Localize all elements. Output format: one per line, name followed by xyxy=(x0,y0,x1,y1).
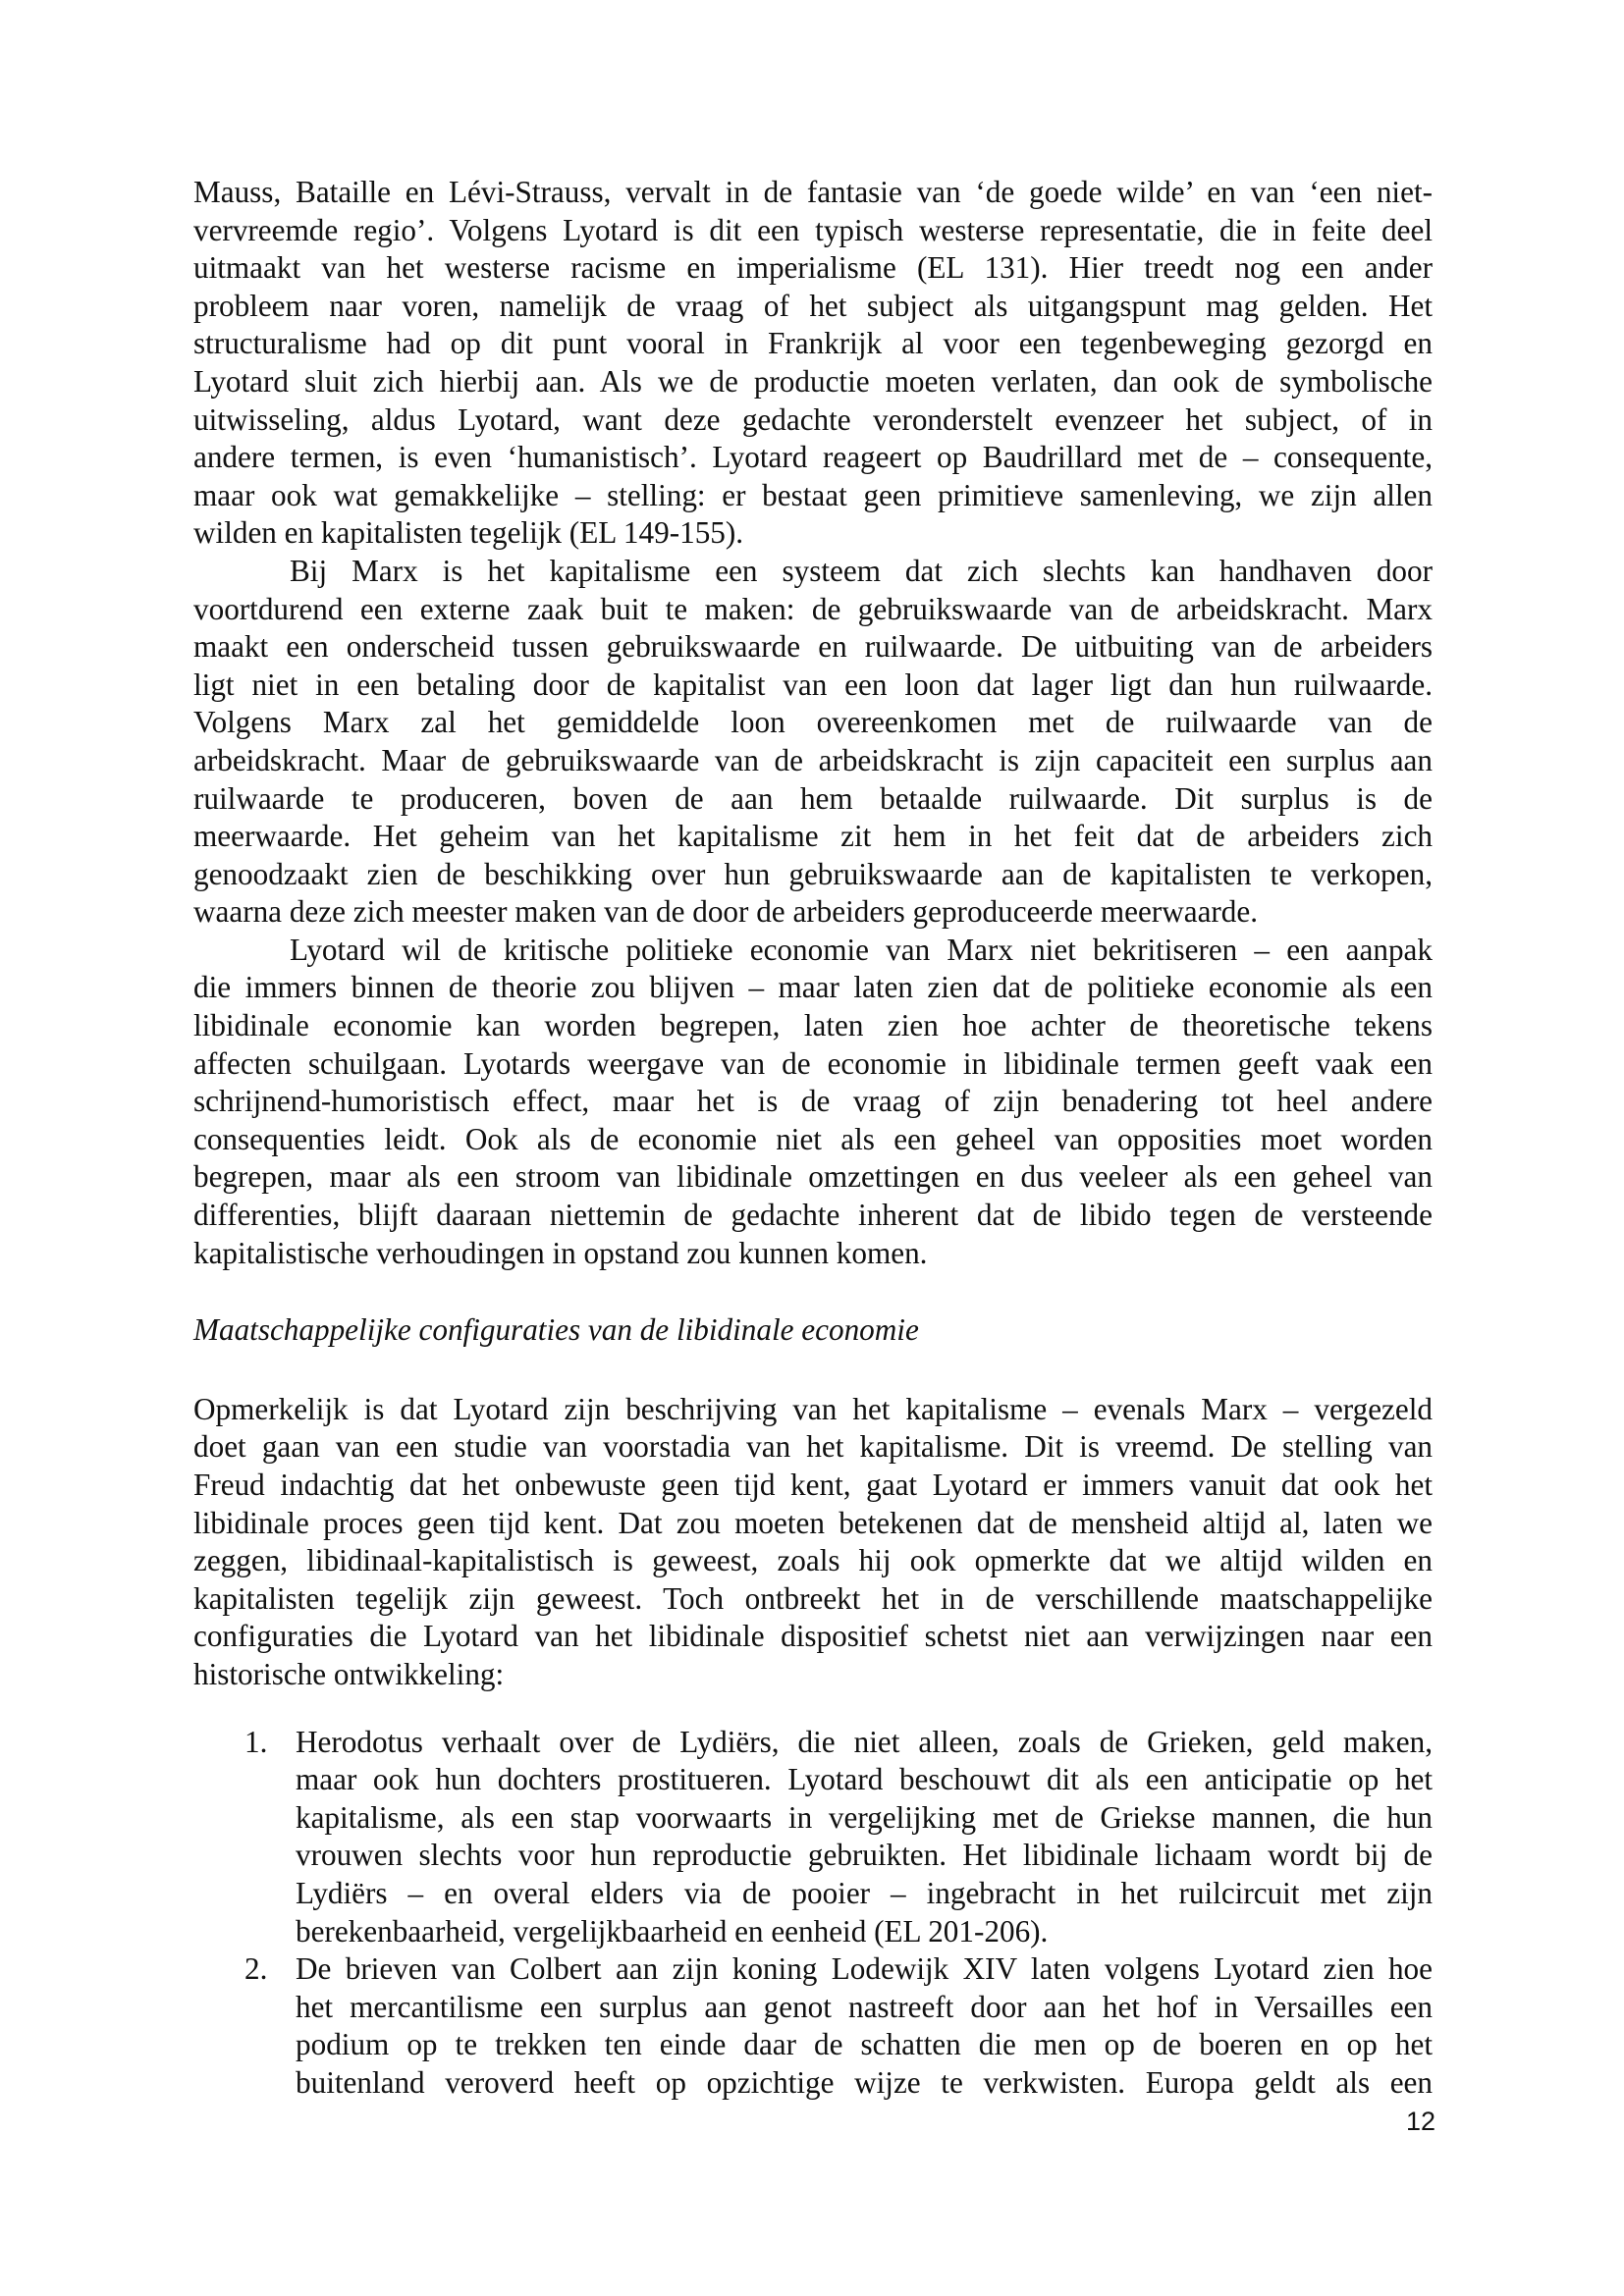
text-line: maar ook hun dochters prostitueren. Lyotard beschouwt dit als een anticipatie op het xyxy=(296,1762,1433,1797)
text-line: doet gaan van een studie van voorstadia van het kapitalisme. Dit is vreemd. De stelling van xyxy=(193,1429,1433,1465)
text-line: arbeidskracht. Maar de gebruikswaarde van de arbeidskracht is zijn capaciteit een surplus aan xyxy=(193,742,1433,777)
text-line: podium op te trekken ten einde daar de schatten die men op de boeren en op het xyxy=(296,2027,1433,2062)
text-line: kapitalisten tegelijk zijn geweest. Toch ontbreekt het in de verschillende maatschappelijke xyxy=(193,1580,1433,1616)
text-line: genoodzaakt zien de beschikking over hun gebruikswaarde aan de kapitalisten te verkopen, xyxy=(193,856,1433,891)
text-line: Freud indachtig dat het onbewuste geen tijd kent, gaat Lyotard er immers vanuit dat ook het xyxy=(193,1468,1433,1502)
text-line: De brieven van Colbert aan zijn koning Lodewijk XIV laten volgens Lyotard zien hoe xyxy=(296,1951,1433,1987)
paragraph-4 xyxy=(193,1391,1433,1694)
text-line: kapitalisme, als een stap voorwaarts in vergelijking met de Griekse mannen, die hun xyxy=(296,1799,1433,1835)
text-line: libidinale proces geen tijd kent. Dat zou moeten betekenen dat de mensheid altijd al, laten we xyxy=(193,1505,1433,1540)
text-line: buitenland veroverd heeft op opzichtige wijze te verkwisten. Europa geldt als een xyxy=(296,2064,1433,2100)
paragraph-3 xyxy=(193,932,1433,1272)
text-line: historische ontwikkeling: xyxy=(193,1656,505,1691)
text-line: berekenbaarheid, vergelijkbaarheid en eenheid (EL 201-206). xyxy=(296,1913,1049,1949)
section-heading: Maatschappelijke configuraties van de libidinale economie xyxy=(193,1312,919,1348)
text-line: wilden en kapitalisten tegelijk (EL 149-155). xyxy=(193,515,744,551)
text-line: ruilwaarde te produceren, boven de aan hem betaalde ruilwaarde. Dit surplus is de xyxy=(193,780,1433,816)
text-line: differenties, blijft daaraan niettemin de gedachte inherent dat de libido tegen de versteende xyxy=(193,1198,1433,1233)
paragraph-2 xyxy=(193,553,1433,932)
text-line: Volgens Marx zal het gemiddelde loon overeenkomen met de ruilwaarde van de xyxy=(193,705,1433,740)
text-line: voortdurend een externe zaak buit te maken: de gebruikswaarde van de arbeidskracht. Marx xyxy=(193,591,1433,626)
list-number: 1. xyxy=(244,1724,268,1759)
text-line: zeggen, libidinaal-kapitalistisch is geweest, zoals hij ook opmerkte dat we altijd wilden en xyxy=(193,1543,1433,1578)
text-line: schrijnend-humoristisch effect, maar het is de vraag of zijn benadering tot heel andere xyxy=(193,1084,1433,1119)
text-line: ligt niet in een betaling door de kapitalist van een loon dat lager ligt dan hun ruilwaarde. xyxy=(193,667,1433,702)
text-line: Opmerkelijk is dat Lyotard zijn beschrijving van het kapitalisme – evenals Marx – vergezeld xyxy=(193,1391,1433,1426)
spacer xyxy=(193,1350,1433,1391)
text-line: Herodotus verhaalt over de Lydiërs, die niet alleen, zoals de Grieken, geld maken, xyxy=(296,1724,1433,1759)
text-line: vervreemde regio’. Volgens Lyotard is dit een typisch westerse representatie, die in feite deel xyxy=(193,212,1433,247)
text-line: Lyotard sluit zich hierbij aan. Als we de productie moeten verlaten, dan ook de symbolische xyxy=(193,363,1433,399)
spacer xyxy=(193,1272,1433,1311)
text-line: meerwaarde. Het geheim van het kapitalisme zit hem in het feit dat de arbeiders zich xyxy=(193,819,1433,854)
text-line: begrepen, maar als een stroom van libidinale omzettingen en dus veeleer als een geheel van xyxy=(193,1159,1433,1195)
text-line: Lyotard wil de kritische politieke economie van Marx niet bekritiseren – een aanpak xyxy=(290,932,1433,967)
text-line: Bij Marx is het kapitalisme een systeem dat zich slechts kan handhaven door xyxy=(290,553,1433,588)
text-line: vrouwen slechts voor hun reproductie gebruikten. Het libidinale lichaam wordt bij de xyxy=(296,1838,1433,1873)
text-line: kapitalistische verhoudingen in opstand zou kunnen komen. xyxy=(193,1235,928,1270)
text-line: die immers binnen de theorie zou blijven – maar laten zien dat de politieke economie als een xyxy=(193,970,1433,1005)
text-line: configuraties die Lyotard van het libidinale dispositief schetst niet aan verwijzingen naar een xyxy=(193,1619,1433,1654)
page-number: 12 xyxy=(1406,2107,1436,2136)
text-line: uitmaakt van het westerse racisme en imperialisme (EL 131). Hier treedt nog een ander xyxy=(193,250,1433,286)
text-line: het mercantilisme een surplus aan genot nastreeft door aan het hof in Versailles een xyxy=(296,1989,1433,2024)
list-item xyxy=(193,1950,1433,2102)
list-item xyxy=(193,1724,1433,1951)
text-line: structuralisme had op dit punt vooral in Frankrijk al voor een tegenbeweging gezorgd en xyxy=(193,326,1433,361)
numbered-list xyxy=(193,1724,1433,2103)
text-line: Mauss, Bataille en Lévi-Strauss, vervalt in de fantasie van ‘de goede wilde’ en van ‘een niet- xyxy=(193,175,1433,209)
text-line: maakt een onderscheid tussen gebruikswaarde en ruilwaarde. De uitbuiting van de arbeiders xyxy=(193,629,1433,665)
paragraph-1 xyxy=(193,174,1433,553)
document-page xyxy=(193,174,1433,2103)
text-line: probleem naar voren, namelijk de vraag of het subject als uitgangspunt mag gelden. Het xyxy=(193,288,1433,323)
text-line: libidinale economie kan worden begrepen, laten zien hoe achter de theoretische tekens xyxy=(193,1008,1433,1043)
list-number: 2. xyxy=(244,1951,268,1987)
text-line: uitwisseling, aldus Lyotard, want deze gedachte veronderstelt evenzeer het subject, of in xyxy=(193,401,1433,437)
text-line: andere termen, is even ‘humanistisch’. Lyotard reageert op Baudrillard met de – consequente, xyxy=(193,440,1433,475)
text-line: Lydiërs – en overal elders via de pooier – ingebracht in het ruilcircuit met zijn xyxy=(296,1875,1433,1910)
text-line: consequenties leidt. Ook als de economie niet als een geheel van opposities moet worden xyxy=(193,1121,1433,1156)
text-line: maar ook wat gemakkelijke – stelling: er bestaat geen primitieve samenleving, we zijn allen xyxy=(193,477,1433,512)
text-line: affecten schuilgaan. Lyotards weergave van de economie in libidinale termen geeft vaak een xyxy=(193,1045,1433,1081)
text-line: waarna deze zich meester maken van de door de arbeiders geproduceerde meerwaarde. xyxy=(193,894,1259,930)
